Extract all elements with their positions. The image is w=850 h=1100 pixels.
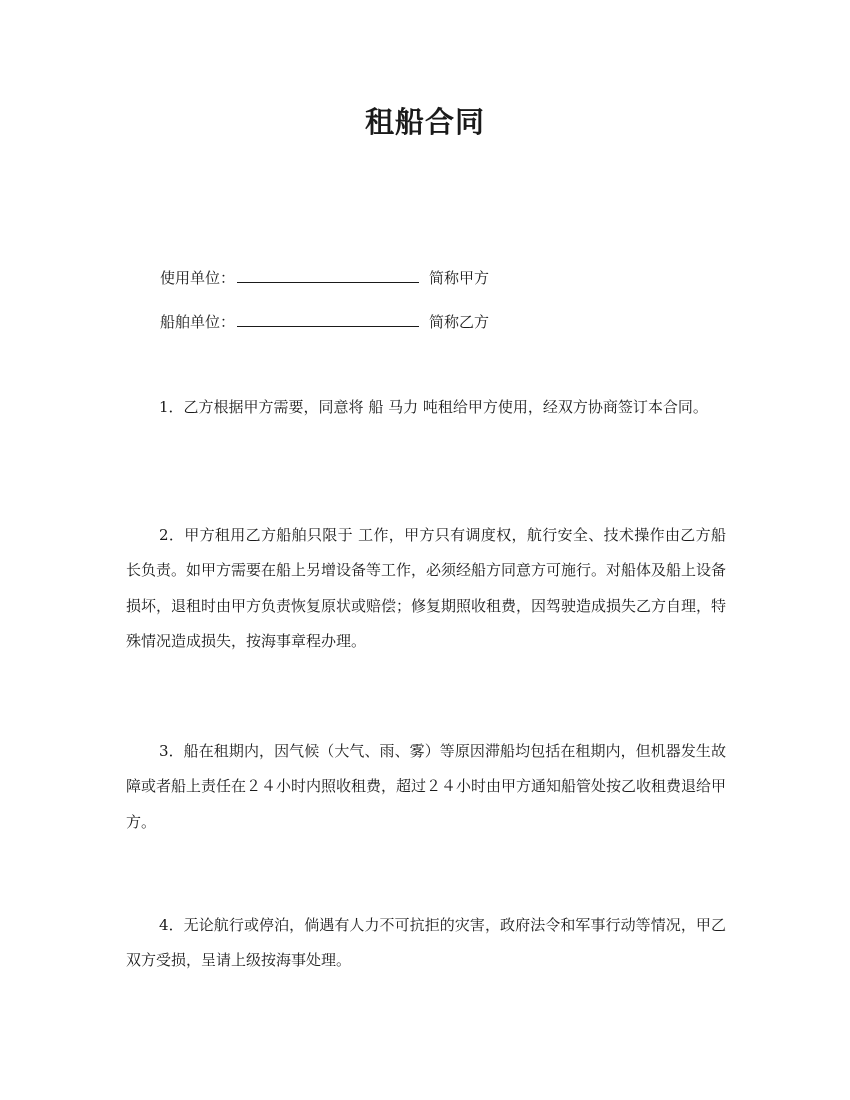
clause-4: 4．无论航行或停泊，倘遇有人力不可抗拒的灾害，政府法令和军事行动等情况，甲乙双方受损，呈请上级按海事处理。: [126, 916, 726, 970]
ship-unit-label: 船舶单位：: [160, 313, 236, 331]
user-unit-field: [160, 267, 489, 288]
document-title: 租船合同: [364, 105, 485, 139]
clause-2: 2．甲方租用乙方船舶只限于 工作，甲方只有调度权，航行安全、技术操作由乙方船长负责。如甲方需要在船上另增设备等工作，必须经船方同意方可施行。对船体及船上设备损坏，退租时由甲方负责恢复原状或赔偿；修复期照收租费，因驾驶造成损失乙方自理，特殊情况造成损失，按海事章程办理。: [126, 526, 727, 650]
ship-unit-field: [160, 311, 489, 332]
ship-unit-blank[interactable]: [237, 311, 419, 327]
ship-unit-suffix: 简称乙方: [429, 313, 490, 331]
user-unit-suffix: 简称甲方: [429, 269, 490, 287]
clause-1: 1．乙方根据甲方需要，同意将 船 马力 吨租给甲方使用，经双方协商签订本合同。: [159, 398, 708, 416]
user-unit-label: 使用单位：: [160, 269, 236, 287]
clause-3: 3．船在租期内，因气候（大气、雨、雾）等原因滞船均包括在租期内，但机器发生故障或者船上责任在２４小时内照收租费，超过２４小时由甲方通知船管处按乙收租费退给甲方。: [126, 742, 727, 831]
user-unit-blank[interactable]: [237, 267, 419, 283]
